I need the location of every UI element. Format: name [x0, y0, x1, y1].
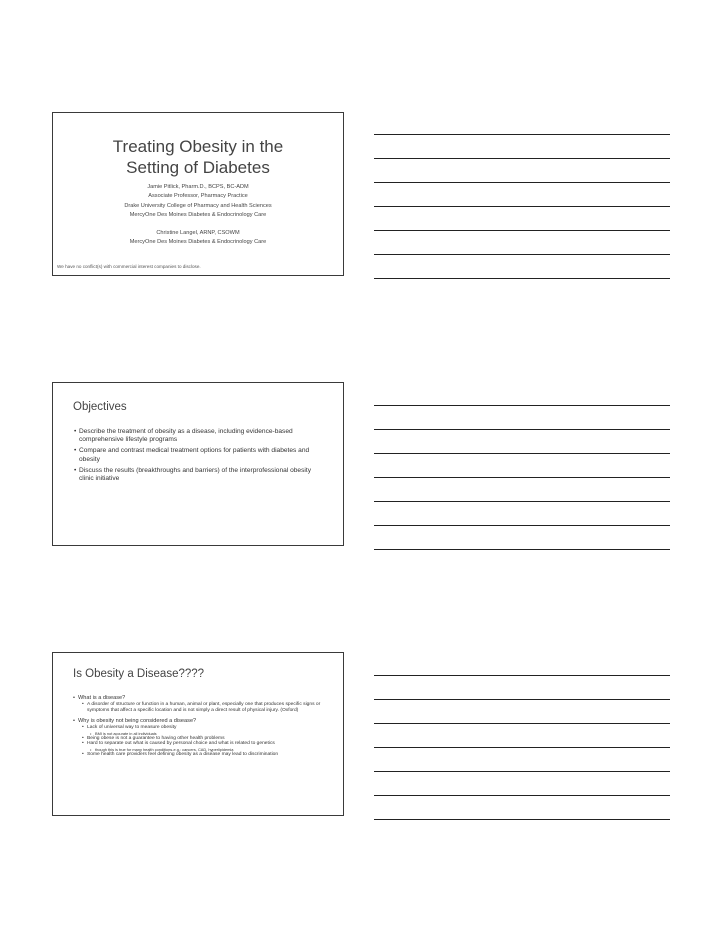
presenter-1-title: Associate Professor, Pharmacy Practice: [148, 193, 248, 200]
presenter-1-name: Jamie Pitlick, Pharm.D., BCPS, BC-ADM: [147, 184, 249, 190]
title-line-2: Setting of Diabetes: [126, 158, 270, 177]
note-line: [374, 134, 670, 135]
note-line: [374, 819, 670, 820]
slide-1: [52, 112, 344, 276]
sub-sub-bullet-conditions: • though this is true for many health conditions-e.g.: cancers, CAD, hyperlipidemia: [73, 747, 335, 752]
objective-item: • Describe the treatment of obesity as a disease, including evidence-based comprehensive lifestyle programs: [74, 428, 317, 445]
note-line: [374, 429, 670, 430]
note-line: [374, 723, 670, 724]
slide-1-title: [53, 136, 343, 178]
sub-bullet-choice-genetics: • Hard to separate out what is caused by personal choice and what is related to genetics: [73, 741, 335, 747]
presenter-info: [53, 183, 343, 247]
note-line: [374, 206, 670, 207]
note-line: [374, 795, 670, 796]
objective-item: • Compare and contrast medical treatment options for patients with diabetes and obesity: [74, 447, 317, 464]
title-line-1: Treating Obesity in the: [112, 137, 284, 156]
note-line: [374, 477, 670, 478]
sub-bullet-discrimination: • Some health care providers feel defining obesity as a disease may lead to discrimination: [73, 752, 335, 758]
sub-bullet-measure: • Lack of universal way to measure obesity: [73, 725, 335, 731]
note-line: [374, 675, 670, 676]
disclosure-text: We have no conflict(s) with commercial interest companies to disclose.: [57, 264, 201, 269]
presenter-1-clinic: MercyOne Des Moines Diabetes & Endocrinology Care: [129, 212, 267, 219]
note-line: [374, 254, 670, 255]
presenter-2-name: Christine Langel, ARNP, CSOWM: [156, 229, 240, 236]
slide-3: [52, 652, 344, 816]
sub-bullet-definition: • A disorder of structure or function in a human, animal or plant, especially one that produces specific signs or symptoms that affect a specific location and is not simply a direct result of physical injury. (Oxford): [73, 702, 335, 713]
note-line: [374, 525, 670, 526]
note-line: [374, 182, 670, 183]
note-line: [374, 771, 670, 772]
slide-2: [52, 382, 344, 546]
note-line: [374, 549, 670, 550]
disease-bullets: [73, 695, 335, 758]
bullet-why-not-disease: • Why is obesity not being considered a disease?: [73, 718, 335, 725]
note-line: [374, 158, 670, 159]
objectives-list: [74, 428, 317, 486]
sub-sub-bullet-bmi: • BMI is not accurate in all individuals: [73, 731, 335, 736]
objective-item: • Discuss the results (breakthroughs and barriers) of the interprofessional obesity clinic initiative: [74, 467, 317, 484]
note-line: [374, 278, 670, 279]
note-line: [374, 747, 670, 748]
presenter-2-clinic: MercyOne Des Moines Diabetes & Endocrinology Care: [129, 239, 267, 246]
sub-bullet-guarantee: • Being obese is not a guarantee to having other health problems: [73, 736, 335, 742]
note-line: [374, 699, 670, 700]
presenter-1-institution: Drake University College of Pharmacy and Health Sciences: [124, 202, 272, 209]
bullet-what-is-disease: • What is a disease?: [73, 695, 335, 702]
note-line: [374, 501, 670, 502]
note-line: [374, 230, 670, 231]
note-line: [374, 405, 670, 406]
slide-2-title: Objectives: [73, 401, 127, 413]
slide-3-title: Is Obesity a Disease????: [73, 668, 205, 680]
note-line: [374, 453, 670, 454]
